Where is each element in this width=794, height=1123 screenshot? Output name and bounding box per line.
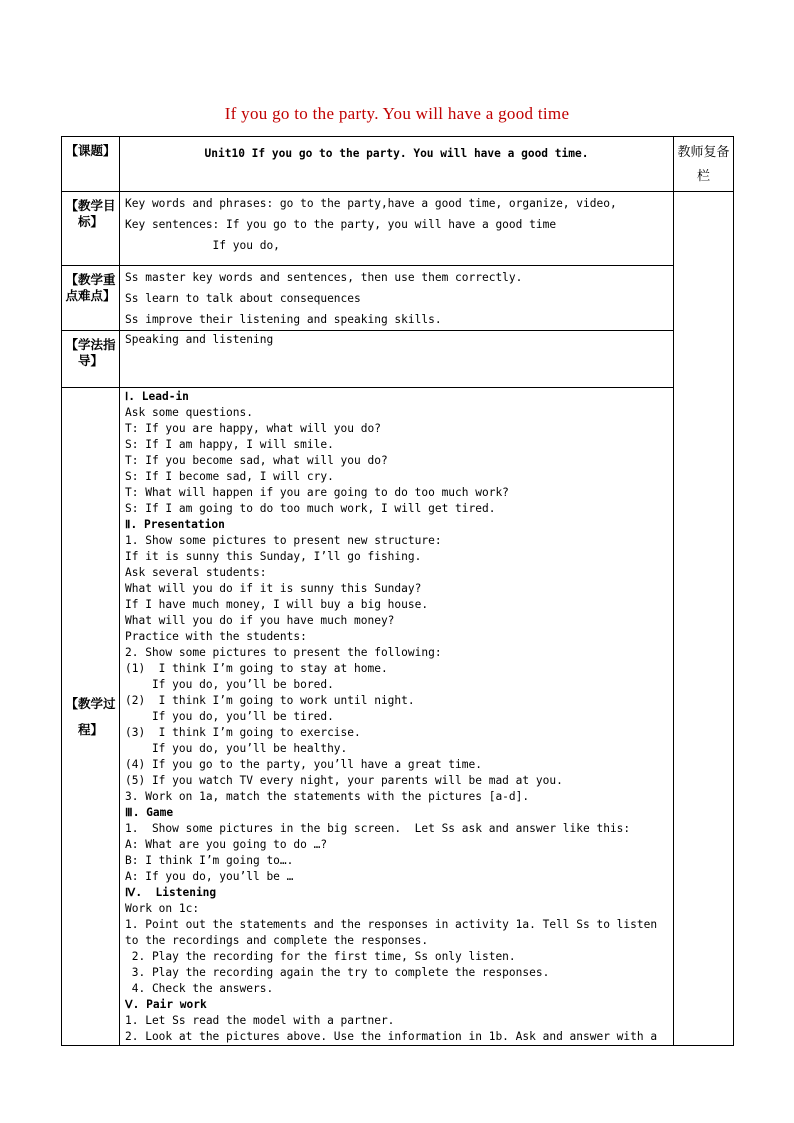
process-line: Ask some questions.	[125, 406, 253, 419]
process-label: 【教学过程】	[62, 388, 120, 1046]
keypoints-row	[62, 266, 734, 331]
objectives-row	[62, 192, 734, 266]
process-line: 1. Point out the statements and the responses in activity 1a. Tell Ss to listen	[125, 918, 658, 931]
keypoint-line: Ss master key words and sentences, then use them correctly.	[125, 271, 523, 284]
method-row	[62, 331, 734, 388]
process-line: Work on 1c:	[125, 902, 200, 915]
process-line: 1. Let Ss read the model with a partner.	[125, 1014, 395, 1027]
process-line: 1. Show some pictures to present new structure:	[125, 534, 442, 547]
process-line: (2) I think I’m going to work until night.	[125, 694, 415, 707]
objective-line: Key sentences: If you go to the party, you will have a good time	[125, 218, 557, 231]
process-line: If I have much money, I will buy a big house.	[125, 598, 429, 611]
process-line: If you do, you’ll be healthy.	[125, 742, 348, 755]
objective-line: Key words and phrases: go to the party,have a good time, organize, video,	[125, 197, 617, 210]
process-section-heading: Ⅳ. Listening	[125, 886, 217, 899]
process-line: 2. Look at the pictures above. Use the information in 1b. Ask and answer with a	[125, 1030, 658, 1043]
process-line: Practice with the students:	[125, 630, 307, 643]
lesson-plan-table	[61, 136, 734, 1046]
process-line: T: If you are happy, what will you do?	[125, 422, 381, 435]
process-line: (1) I think I’m going to stay at home.	[125, 662, 388, 675]
keypoint-line: Ss learn to talk about consequences	[125, 292, 361, 305]
process-line: Ask several students:	[125, 566, 267, 579]
topic-text: Unit10 If you go to the party. You will have a good time.	[120, 137, 674, 192]
process-line: What will you do if it is sunny this Sunday?	[125, 582, 422, 595]
method-content: Speaking and listening	[120, 331, 674, 388]
process-section-heading: Ⅴ. Pair work	[125, 998, 207, 1011]
process-line: S: If I am going to do too much work, I will get tired.	[125, 502, 496, 515]
process-line: T: What will happen if you are going to do too much work?	[125, 486, 509, 499]
process-line: 3. Play the recording again the try to complete the responses.	[125, 966, 550, 979]
keypoints-label: 【教学重点难点】	[62, 266, 120, 331]
process-line: S: If I am happy, I will smile.	[125, 438, 334, 451]
teacher-note-label: 教师复备栏	[674, 137, 734, 192]
process-line: to the recordings and complete the responses.	[125, 934, 429, 947]
process-line: 3. Work on 1a, match the statements with the pictures [a-d].	[125, 790, 530, 803]
document-title: If you go to the party. You will have a good time	[224, 104, 570, 123]
process-line: B: I think I’m going to….	[125, 854, 294, 867]
topic-row	[62, 137, 734, 192]
process-line: (3) I think I’m going to exercise.	[125, 726, 361, 739]
objective-line: If you do,	[125, 239, 280, 252]
process-line: If you do, you’ll be bored.	[125, 678, 334, 691]
process-content	[120, 388, 674, 1046]
process-line: 2. Play the recording for the first time, Ss only listen.	[125, 950, 516, 963]
method-label: 【学法指导】	[62, 331, 120, 388]
process-section-heading: Ⅲ. Game	[125, 806, 174, 819]
process-line: T: If you become sad, what will you do?	[125, 454, 388, 467]
objectives-content	[120, 192, 674, 266]
process-line: 2. Show some pictures to present the following:	[125, 646, 442, 659]
keypoint-line: Ss improve their listening and speaking skills.	[125, 313, 442, 326]
objectives-label: 【教学目标】	[62, 192, 120, 266]
process-line: 1. Show some pictures in the big screen. Let Ss ask and answer like this:	[125, 822, 631, 835]
keypoints-content	[120, 266, 674, 331]
process-line: 4. Check the answers.	[125, 982, 274, 995]
process-line: (5) If you watch TV every night, your parents will be mad at you.	[125, 774, 563, 787]
process-line: If it is sunny this Sunday, I’ll go fishing.	[125, 550, 422, 563]
process-line: What will you do if you have much money?	[125, 614, 395, 627]
process-line: S: If I become sad, I will cry.	[125, 470, 334, 483]
topic-label: 【课题】	[62, 137, 120, 192]
process-section-heading: Ⅱ. Presentation	[125, 518, 225, 531]
teacher-note-column	[674, 192, 734, 1046]
process-line: (4) If you go to the party, you’ll have a great time.	[125, 758, 482, 771]
process-line: A: If you do, you’ll be …	[125, 870, 294, 883]
process-row	[62, 388, 734, 1046]
process-line: If you do, you’ll be tired.	[125, 710, 334, 723]
process-section-heading: Ⅰ. Lead-in	[125, 390, 189, 403]
process-line: A: What are you going to do …?	[125, 838, 328, 851]
